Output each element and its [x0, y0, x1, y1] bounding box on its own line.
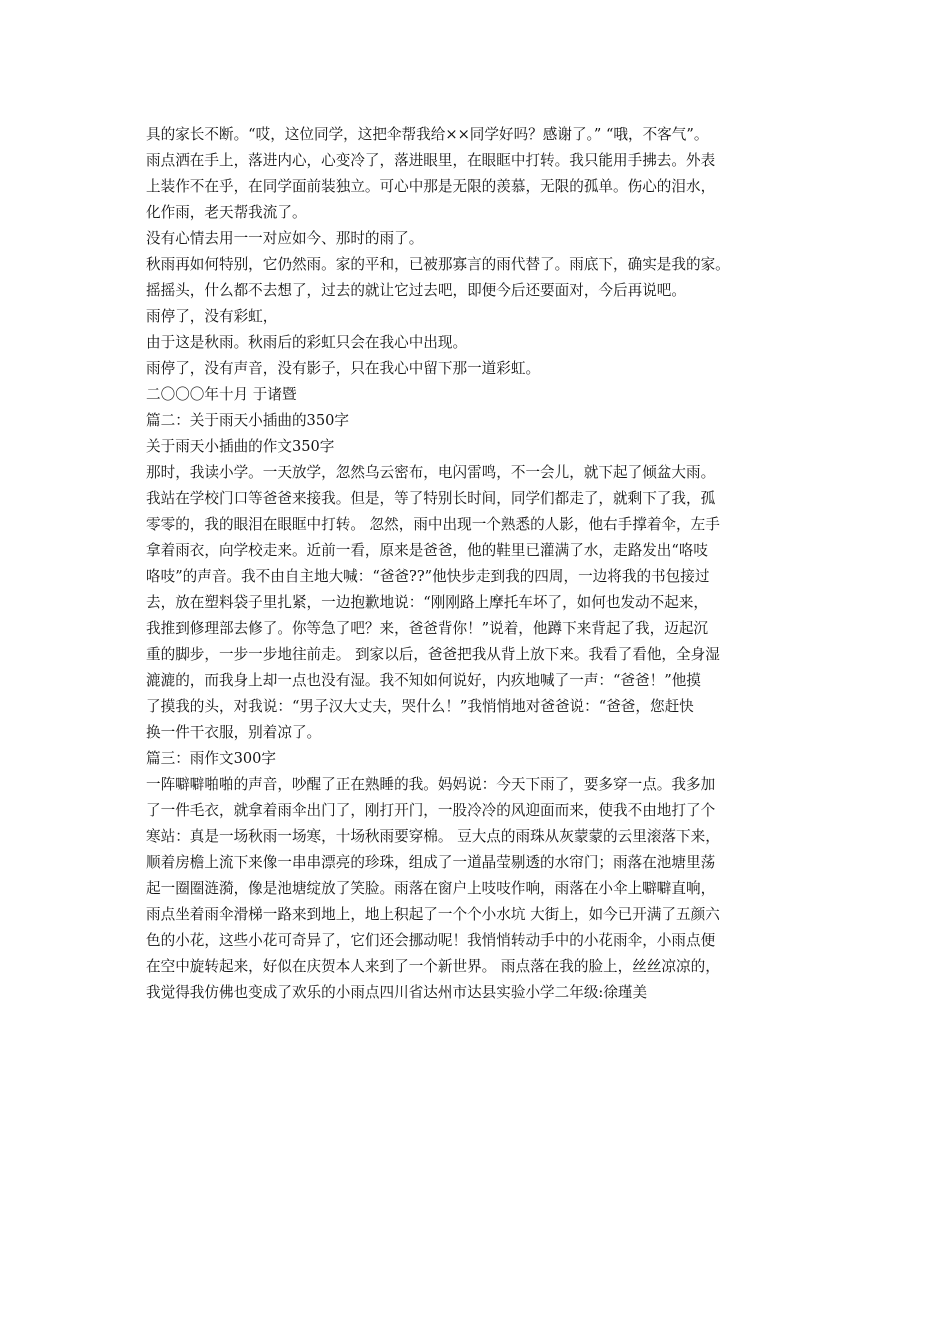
- text-line: 我站在学校门口等爸爸来接我。但是，等了特别长时间，同学们都走了，就剩下了我，孤: [146, 490, 716, 507]
- text-line: 我觉得我仿佛也变成了欢乐的小雨点四川省达州市达县实验小学二年级:徐瑾美: [146, 984, 648, 1001]
- text-line: 雨停了，没有声音，没有影子，只在我心中留下那一道彩虹。: [146, 360, 541, 377]
- essay-title-2: 关于雨天小插曲的作文350字: [146, 438, 335, 455]
- text-line: 起一圈圈涟漪，像是池塘绽放了笑脸。雨落在窗户上吱吱作响，雨落在小伞上噼噼直响，: [146, 880, 716, 897]
- text-line: 秋雨再如何特别，它仍然雨。家的平和，已被那寡言的雨代替了。雨底下，确实是我的家。: [146, 256, 730, 273]
- text-line: 上装作不在乎，在同学面前装独立。可心中那是无限的羡慕，无限的孤单。伤心的泪水，: [146, 178, 716, 195]
- text-line: 漉漉的，而我身上却一点也没有湿。我不知如何说好，内疚地喊了一声：“爸爸！”他摸: [146, 672, 701, 689]
- text-line: 雨点洒在手上，落进内心，心变冷了，落进眼里，在眼眶中打转。我只能用手拂去。外表: [146, 152, 716, 169]
- text-line: 由于这是秋雨。秋雨后的彩虹只会在我心中出现。: [146, 334, 468, 351]
- text-line: 咯吱”的声音。我不由自主地大喊：“爸爸??”他快步走到我的四周，一边将我的书包接过: [146, 568, 710, 585]
- text-line: 零零的，我的眼泪在眼眶中打转。 忽然，雨中出现一个熟悉的人影，他右手撑着伞，左手: [146, 516, 720, 533]
- text-line: 化作雨，老天帮我流了。: [146, 204, 307, 221]
- text-line: 雨点坐着雨伞滑梯一路来到地上，地上积起了一个个小水坑 大街上，如今已开满了五颜六: [146, 906, 720, 923]
- text-line: 在空中旋转起来，好似在庆贺本人来到了一个新世界。 雨点落在我的脸上，丝丝凉凉的，: [146, 958, 720, 975]
- text-line: 摇摇头，什么都不去想了，过去的就让它过去吧，即便今后还要面对，今后再说吧。: [146, 282, 686, 299]
- text-line: 顺着房檐上流下来像一串串漂亮的珍珠，组成了一道晶莹剔透的水帘门；雨落在池塘里荡: [146, 854, 716, 871]
- text-line: 色的小花，这些小花可奇异了，它们还会挪动呢！我悄悄转动手中的小花雨伞，小雨点便: [146, 932, 716, 949]
- text-line: 了一件毛衣，就拿着雨伞出门了，刚打开门，一股冷冷的风迎面而来，使我不由地打了个: [146, 802, 716, 819]
- text-line: 寒站：真是一场秋雨一场寒，十场秋雨要穿棉。 豆大点的雨珠从灰蒙蒙的云里滚落下来，: [146, 828, 720, 845]
- text-line: 我推到修理部去修了。你等急了吧？来，爸爸背你！”说着，他蹲下来背起了我，迈起沉: [146, 620, 709, 637]
- text-line: 具的家长不断。“哎，这位同学，这把伞帮我给××同学好吗？感谢了。” “哦，不客气”。: [146, 126, 709, 143]
- text-line: 换一件干衣服，别着凉了。: [146, 724, 322, 741]
- text-line: 没有心情去用一一对应如今、那时的雨了。: [146, 230, 424, 247]
- section-heading-3: 篇三：雨作文300字: [146, 750, 277, 767]
- date-signature: 二〇〇〇年十月 于诸暨: [146, 386, 297, 403]
- text-line: 拿着雨衣，向学校走来。近前一看，原来是爸爸，他的鞋里已灌满了水，走路发出“咯吱: [146, 542, 709, 559]
- text-line: 一阵噼噼啪啪的声音，吵醒了正在熟睡的我。妈妈说：今天下雨了，要多穿一点。我多加: [146, 776, 716, 793]
- section-heading-2: 篇二：关于雨天小插曲的350字: [146, 412, 349, 429]
- text-line: 雨停了，没有彩虹，: [146, 308, 278, 325]
- document-body: [146, 122, 836, 1006]
- text-line: 了摸我的头，对我说：“男子汉大丈夫，哭什么！”我悄悄地对爸爸说：“爸爸，您赶快: [146, 698, 694, 715]
- text-line: 那时，我读小学。一天放学，忽然乌云密布，电闪雷鸣，不一会儿，就下起了倾盆大雨。: [146, 464, 716, 481]
- text-line: 去，放在塑料袋子里扎紧，一边抱歉地说：“刚刚路上摩托车坏了，如何也发动不起来，: [146, 594, 709, 611]
- text-line: 重的脚步，一步一步地往前走。 到家以后，爸爸把我从背上放下来。我看了看他，全身湿: [146, 646, 720, 663]
